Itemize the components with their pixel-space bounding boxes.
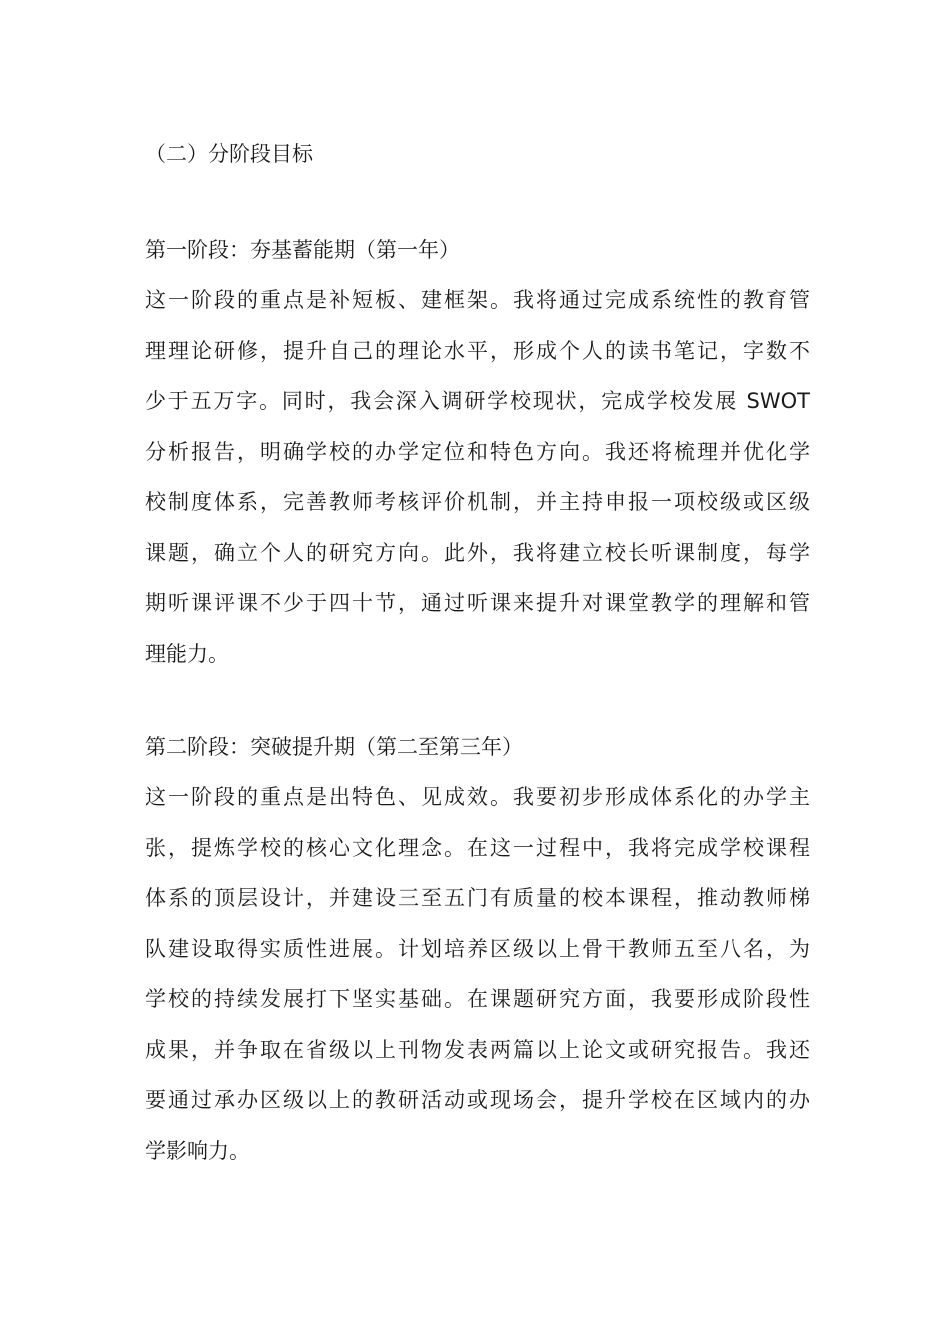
paragraph-line: 这一阶段的重点是出特色、见成效。我要初步形成体系化的办学主 — [145, 785, 810, 809]
stage-2-paragraph — [145, 781, 810, 1185]
paragraph-line: 要通过承办区级以上的教研活动或现场会，提升学校在区域内的办 — [145, 1088, 810, 1112]
paragraph-line: 理能力。 — [145, 641, 229, 666]
section-heading: （二）分阶段目标 — [145, 142, 313, 166]
stage-2-title: 第二阶段：突破提升期（第二至第三年） — [145, 735, 523, 759]
paragraph-line: 队建设取得实质性进展。计划培养区级以上骨干教师五至八名，为 — [145, 936, 810, 961]
paragraph-line: 成果，并争取在省级以上刊物发表两篇以上论文或研究报告。我还 — [145, 1037, 810, 1062]
paragraph-line: 校制度体系，完善教师考核评价机制，并主持申报一项校级或区级 — [145, 490, 810, 514]
paragraph-line: 期听课评课不少于四十节，通过听课来提升对课堂教学的理解和管 — [145, 591, 810, 615]
paragraph-line: 学影响力。 — [145, 1138, 250, 1163]
paragraph-line: 学校的持续发展打下坚实基础。在课题研究方面，我要形成阶段性 — [145, 987, 810, 1011]
paragraph-line: 少于五万字。同时，我会深入调研学校现状，完成学校发展 SWOT — [145, 389, 810, 413]
paragraph-line: 理理论研修，提升自己的理论水平，形成个人的读书笔记，字数不 — [145, 338, 810, 363]
stage-1-paragraph — [145, 284, 810, 688]
paragraph-line: 体系的顶层设计，并建设三至五门有质量的校本课程，推动教师梯 — [145, 886, 810, 910]
paragraph-line: 这一阶段的重点是补短板、建框架。我将通过完成系统性的教育管 — [145, 288, 810, 312]
paragraph-line: 分析报告，明确学校的办学定位和特色方向。我还将梳理并优化学 — [145, 439, 810, 464]
paragraph-line: 张，提炼学校的核心文化理念。在这一过程中，我将完成学校课程 — [145, 835, 810, 860]
paragraph-line: 课题，确立个人的研究方向。此外，我将建立校长听课制度，每学 — [145, 540, 810, 565]
stage-1-title: 第一阶段：夯基蓄能期（第一年） — [145, 238, 460, 262]
